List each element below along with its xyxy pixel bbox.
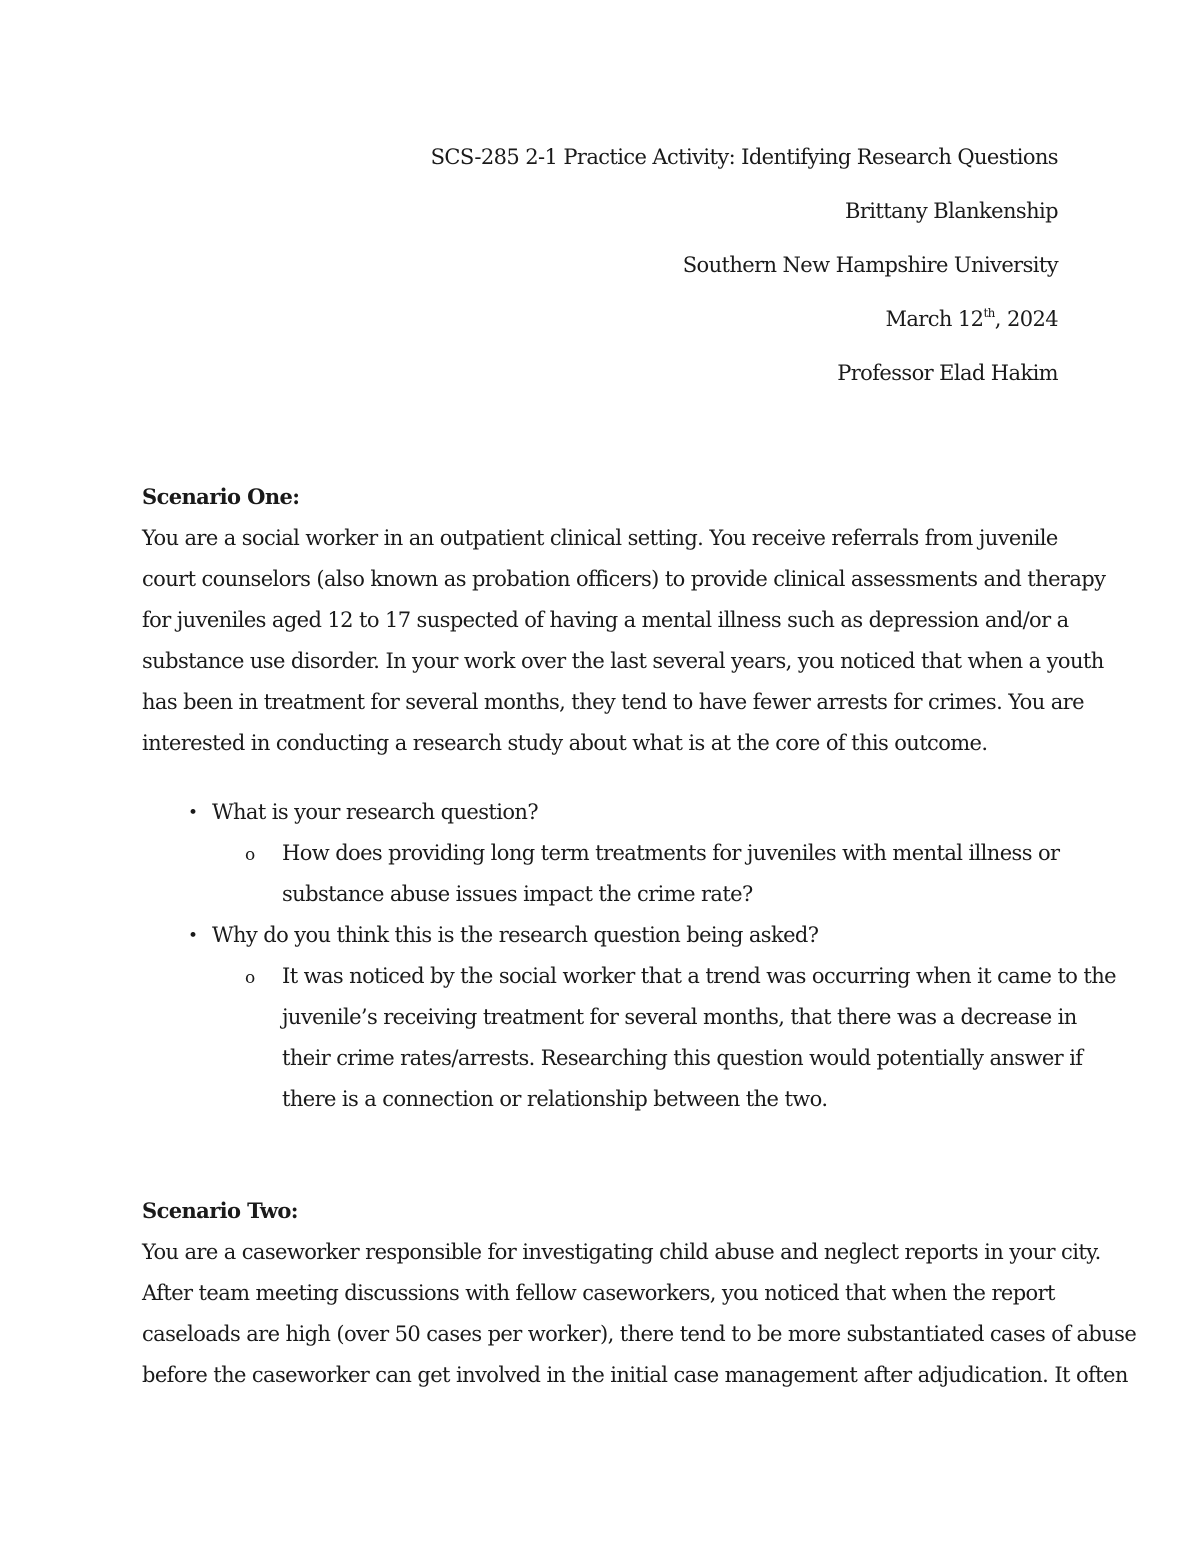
answer-one-line: substance abuse issues impact the crime rate? <box>282 882 753 906</box>
answer-two-line: juvenile’s receiving treatment for several months, that there was a decrease in <box>282 1005 1077 1029</box>
scenario-one-line: substance use disorder. In your work over the last several years, you noticed that when a youth <box>142 649 1104 673</box>
institution-name: Southern New Hampshire University <box>682 253 1058 277</box>
scenario-two-line: After team meeting discussions with fellow caseworkers, you noticed that when the report <box>142 1281 1055 1305</box>
professor-name: Professor Elad Hakim <box>837 361 1058 385</box>
scenario-two-line: before the caseworker can get involved in the initial case management after adjudication. It often <box>142 1363 1128 1387</box>
scenario-two-heading: Scenario Two: <box>142 1198 298 1223</box>
course-title: SCS-285 2-1 Practice Activity: Identifying Research Questions <box>430 145 1058 169</box>
author-name: Brittany Blankenship <box>845 199 1058 223</box>
answer-two-line: their crime rates/arrests. Researching this question would potentially answer if <box>282 1046 1083 1070</box>
submission-date <box>885 306 1058 332</box>
scenario-one-heading: Scenario One: <box>142 484 300 509</box>
scenario-one-line: You are a social worker in an outpatient clinical setting. You receive referrals from juvenile <box>142 526 1058 550</box>
sub-bullet-marker: o <box>245 968 256 988</box>
bullet-marker: • <box>188 926 199 946</box>
scenario-one-line: has been in treatment for several months, they tend to have fewer arrests for crimes. You are <box>142 690 1084 714</box>
answer-two-line: there is a connection or relationship between the two. <box>282 1087 828 1111</box>
scenario-one-line: court counselors (also known as probation officers) to provide clinical assessments and therapy <box>142 567 1106 591</box>
scenario-two-line: caseloads are high (over 50 cases per worker), there tend to be more substantiated cases of abuse <box>142 1322 1137 1346</box>
scenario-one-line: for juveniles aged 12 to 17 suspected of having a mental illness such as depression and/or a <box>142 608 1069 632</box>
bullet-marker: • <box>188 803 199 823</box>
scenario-two-line: You are a caseworker responsible for investigating child abuse and neglect reports in your city. <box>142 1240 1101 1264</box>
date-year: , 2024 <box>994 307 1058 331</box>
question-one-text: What is your research question? <box>212 800 539 824</box>
date-ordinal-suffix: th <box>983 306 995 320</box>
sub-bullet-marker: o <box>245 845 256 865</box>
date-prefix: March 12 <box>885 307 984 331</box>
scenario-one-line: interested in conducting a research study about what is at the core of this outcome. <box>142 731 988 755</box>
answer-one-line: How does providing long term treatments for juveniles with mental illness or <box>282 841 1060 865</box>
answer-two-line: It was noticed by the social worker that a trend was occurring when it came to the <box>282 964 1116 988</box>
question-two-text: Why do you think this is the research question being asked? <box>212 923 819 947</box>
